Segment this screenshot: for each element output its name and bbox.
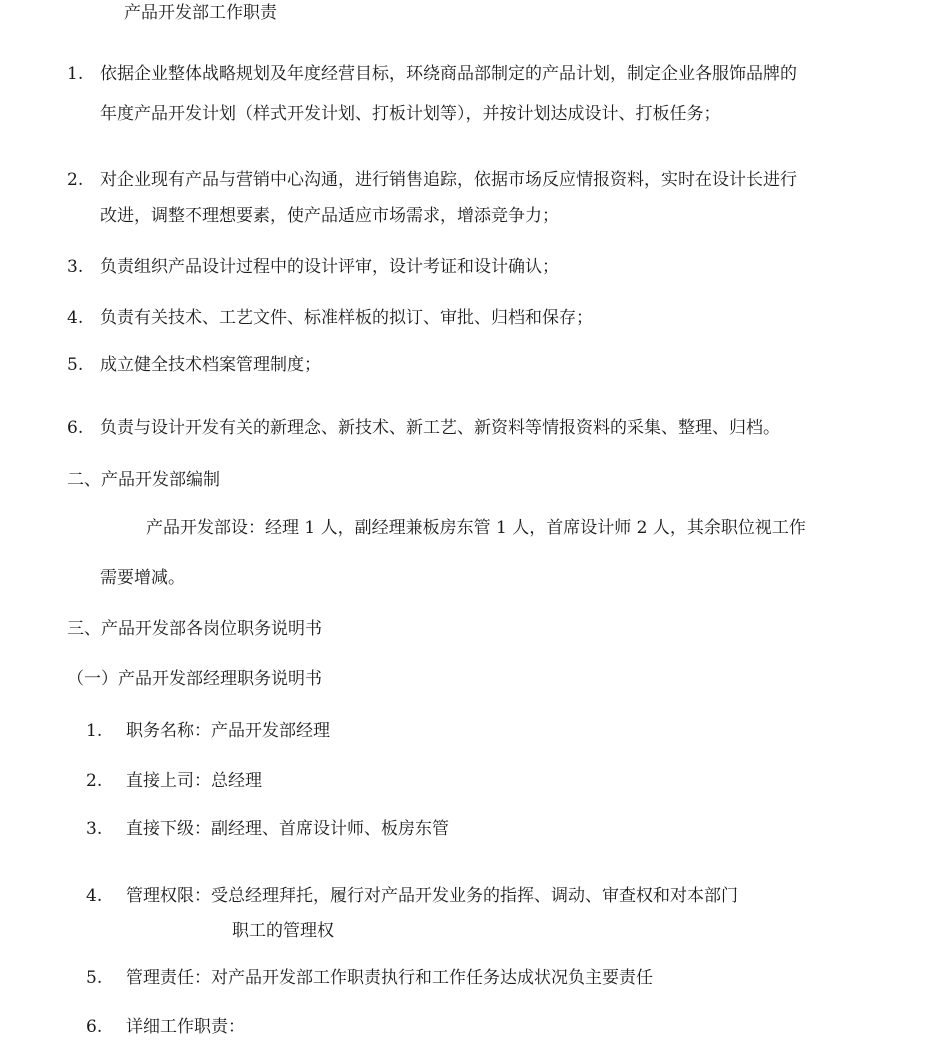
duty-number: 4. — [67, 308, 84, 328]
duty-text: 负责有关技术、工艺文件、标准样板的拟订、审批、归档和保存； — [100, 308, 593, 328]
job-item-number: 2. — [86, 771, 103, 791]
job-item-number: 4. — [86, 886, 103, 906]
job-item-text: 职务名称：产品开发部经理 — [126, 721, 330, 741]
job-item-text-continued: 职工的管理权 — [232, 921, 334, 941]
duty-text: 成立健全技术档案管理制度； — [100, 355, 321, 375]
duty-text: 依据企业整体战略规划及年度经营目标，环绕商品部制定的产品计划，制定企业各服饰品牌的 — [100, 64, 797, 84]
duty-number: 6. — [67, 418, 84, 438]
job-item-number: 6. — [86, 1017, 103, 1037]
duty-text-continued: 改进，调整不理想要素，使产品适应市场需求，增添竞争力； — [100, 206, 559, 226]
job-item-text: 直接上司：总经理 — [126, 771, 262, 791]
job-item-text: 详细工作职责： — [126, 1017, 245, 1037]
staffing-paragraph-continued: 需要增减。 — [100, 568, 185, 588]
job-item-number: 1. — [86, 721, 103, 741]
duty-number: 1. — [67, 64, 84, 84]
duty-number: 2. — [67, 170, 84, 190]
staffing-paragraph: 产品开发部设：经理 1 人，副经理兼板房东管 1 人，首席设计师 2 人，其余职位视工作 — [146, 518, 806, 538]
duty-text-continued: 年度产品开发计划（样式开发计划、打板计划等），并按计划达成设计、打板任务； — [100, 104, 721, 124]
duty-text: 负责组织产品设计过程中的设计评审，设计考证和设计确认； — [100, 257, 559, 277]
page-title: 产品开发部工作职责 — [124, 3, 277, 23]
job-item-text: 管理责任：对产品开发部工作职责执行和工作任务达成状况负主要责任 — [126, 968, 653, 988]
section-heading: 三、产品开发部各岗位职务说明书 — [67, 619, 322, 639]
job-item-text: 直接下级：副经理、首席设计师、板房东管 — [126, 819, 449, 839]
duty-text: 负责与设计开发有关的新理念、新技术、新工艺、新资料等情报资料的采集、整理、归档。 — [100, 418, 780, 438]
job-item-number: 3. — [86, 819, 103, 839]
section-heading: 二、产品开发部编制 — [67, 470, 220, 490]
duty-number: 3. — [67, 257, 84, 277]
job-item-text: 管理权限：受总经理拜托，履行对产品开发业务的指挥、调动、审查权和对本部门 — [126, 886, 738, 906]
duty-number: 5. — [67, 355, 84, 375]
subsection-heading: （一）产品开发部经理职务说明书 — [67, 669, 322, 689]
job-item-number: 5. — [86, 968, 103, 988]
duty-text: 对企业现有产品与营销中心沟通，进行销售追踪，依据市场反应情报资料，实时在设计长进行 — [100, 170, 797, 190]
